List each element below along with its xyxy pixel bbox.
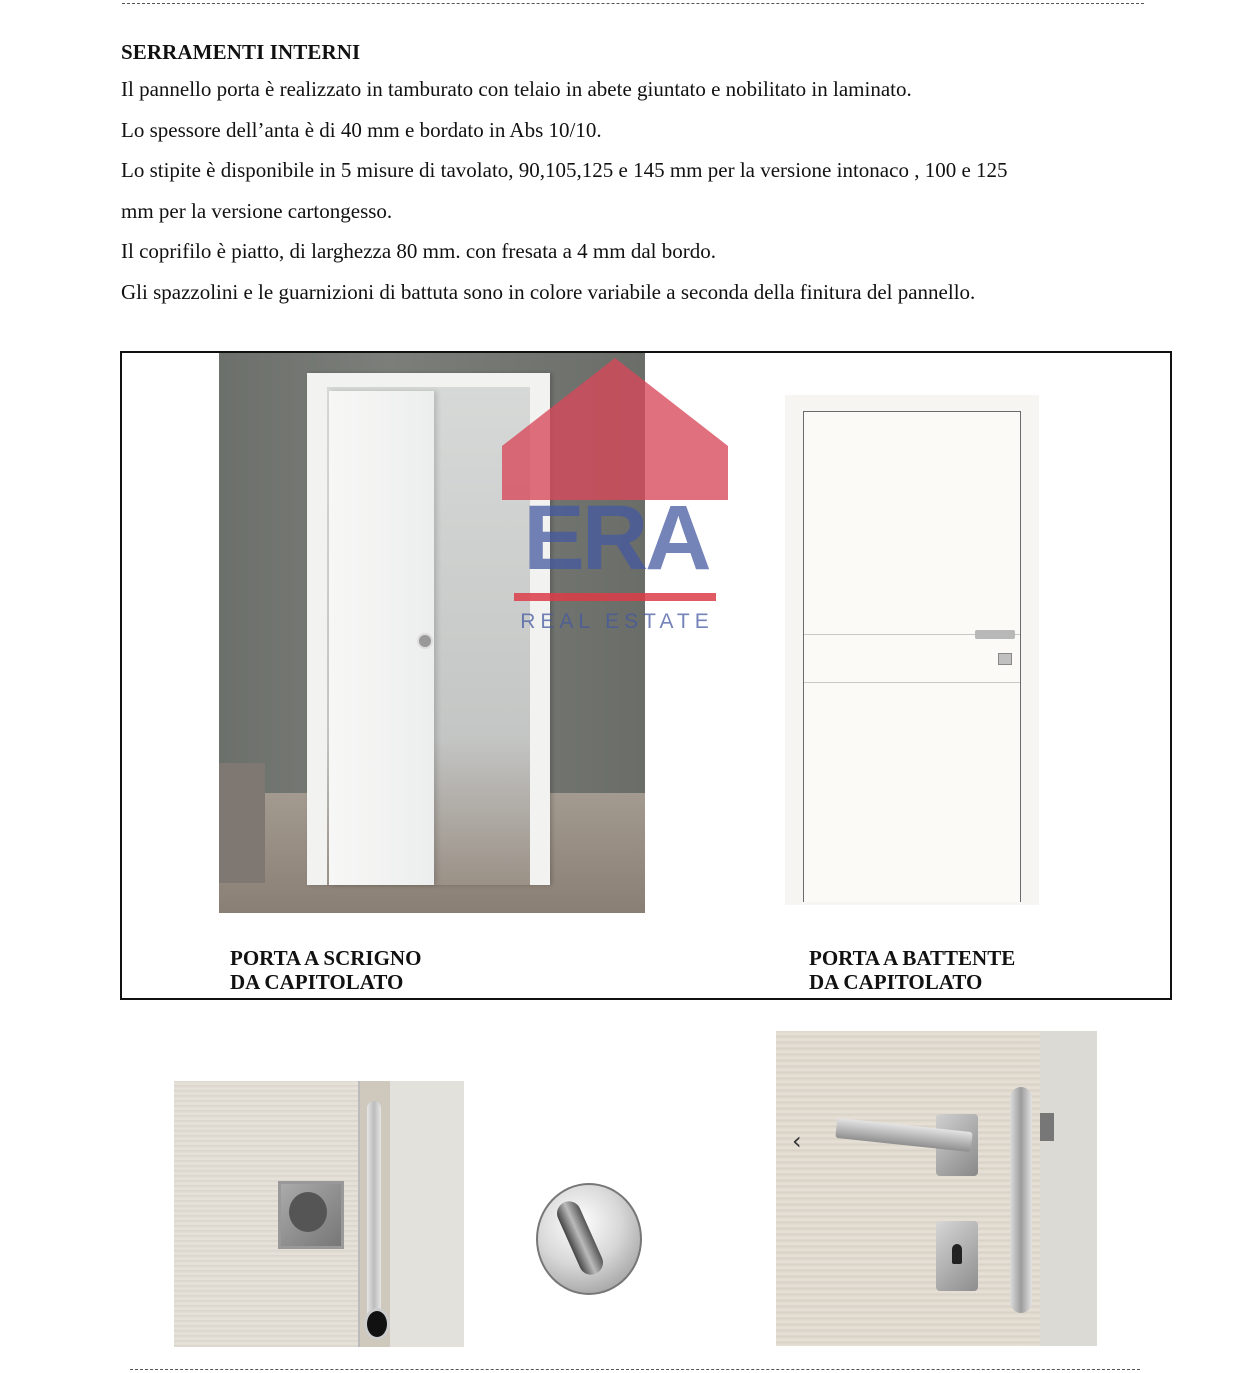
paragraph-trim: Il coprifilo è piatto, di larghezza 80 mm. con fresata a 4 mm dal bordo. xyxy=(121,239,717,263)
flush-pull-photo xyxy=(174,1081,464,1347)
caption-scrigno xyxy=(230,946,421,994)
era-watermark xyxy=(502,358,728,640)
caption-scrigno-line1: PORTA A SCRIGNO xyxy=(230,946,422,970)
door-handle-icon xyxy=(975,630,1015,639)
lock-faceplate-icon xyxy=(1010,1087,1032,1313)
latch-icon xyxy=(1040,1113,1054,1141)
paragraph-jamb-line2: mm per la versione cartongesso. xyxy=(121,198,393,223)
wall xyxy=(390,1081,464,1347)
wall xyxy=(1040,1031,1097,1346)
caption-battente-line1: PORTA A BATTENTE xyxy=(809,946,1016,970)
text-section xyxy=(121,40,1161,312)
keyhole-icon xyxy=(952,1244,962,1264)
paragraph-seals: Gli spazzolini e le guarnizioni di battuta sono in colore variabile a seconda della finitura del pannello. xyxy=(121,279,976,304)
section-title: SERRAMENTI INTERNI xyxy=(121,40,361,64)
lock-faceplate-icon xyxy=(367,1101,381,1331)
door-groove xyxy=(804,682,1020,683)
door-lock-icon xyxy=(998,653,1012,665)
watermark-subtitle: REAL ESTATE xyxy=(520,610,714,633)
round-pull-photo xyxy=(536,1183,642,1295)
flush-pull-inner xyxy=(289,1192,327,1232)
caption-battente-line2: DA CAPITOLATO xyxy=(809,970,983,994)
hinged-door-leaf xyxy=(803,411,1021,902)
paragraph-thickness: Lo spessore dell’anta è di 40 mm e bordato in Abs 10/10. xyxy=(121,117,602,142)
bottom-dashed-divider xyxy=(130,1369,1140,1370)
sofa xyxy=(219,763,265,883)
chevron-left-icon: ‹ xyxy=(792,1127,802,1155)
caption-scrigno-line2: DA CAPITOLATO xyxy=(230,970,404,994)
top-dashed-divider xyxy=(122,3,1144,4)
house-roof-icon xyxy=(502,358,728,508)
caption-battente xyxy=(809,946,1015,994)
paragraph-jamb-line1: Lo stipite è disponibile in 5 misure di tavolato, 90,105,125 e 145 mm per la versione intonaco , 100 e 125 xyxy=(121,158,1008,182)
paragraph-panel: Il pannello porta è realizzato in tamburato con telaio in abete giuntato e nobilitato in laminato. xyxy=(121,77,912,101)
hinged-door-photo xyxy=(785,395,1039,905)
finger-hole-icon xyxy=(364,1308,390,1340)
round-pull-slot-icon xyxy=(553,1197,607,1278)
watermark-brand: ERA xyxy=(523,487,709,589)
watermark-bar xyxy=(514,593,716,601)
lever-handle-photo xyxy=(776,1031,1097,1346)
door-knob-icon xyxy=(417,633,433,649)
